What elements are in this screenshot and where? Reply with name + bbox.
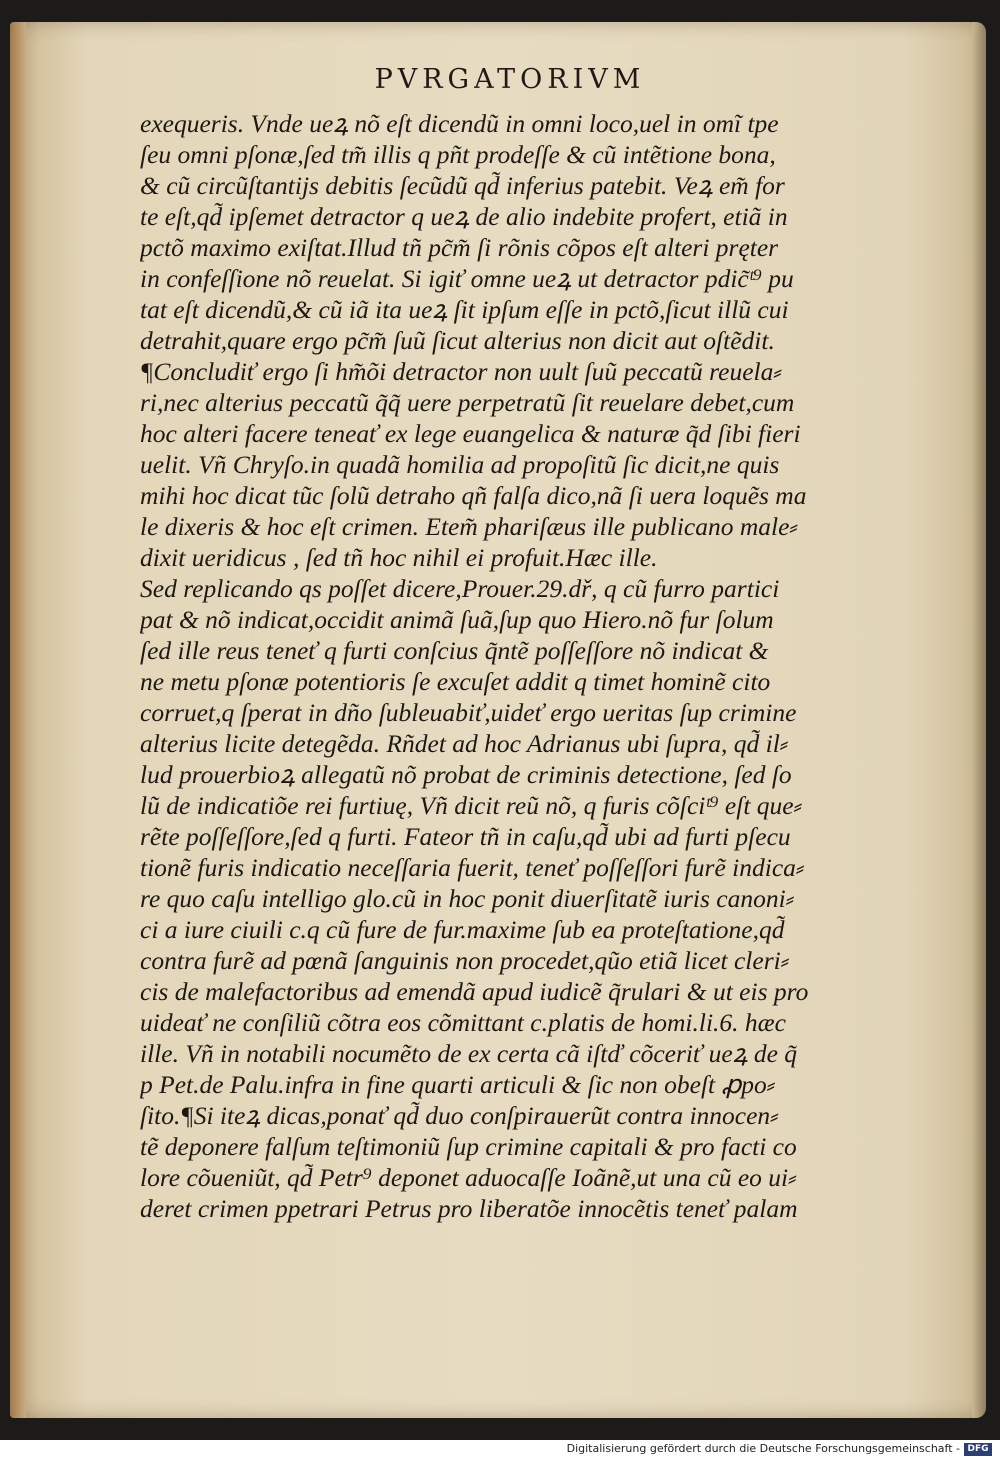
text-line: in confeſſione nõ reuelat. Si igiť omne ueꝝ ut detractor pdic̃ᵗ⁹ pu — [140, 264, 794, 293]
text-line: ſed ille reus teneť q furti conſcius q̃ntẽ poſſeſſore nõ indicat & — [140, 636, 769, 665]
text-line: lore cõueniũt, qd̃ Petr⁹ deponet aduocaſſe Ioãnẽ,ut una cũ eo ui⸗ — [140, 1163, 797, 1192]
page-left-edge — [10, 22, 26, 1418]
text-line: rẽte poſſeſſore,ſed q furti. Fateor tñ in caſu,qd̃ ubi ad furti pſecu — [140, 822, 791, 851]
text-line: ¶Concludiť ergo ſi hm̃õi detractor non uult ſuũ peccatũ reuela⸗ — [140, 357, 782, 386]
text-line: hoc alteri facere teneať ex lege euangelica & naturæ q̃d ſibi fieri — [140, 419, 801, 448]
text-line: dixit ueridicus , ſed tñ hoc nihil ei profuit.Hæc ille. — [140, 543, 658, 572]
text-line: ci a iure ciuili c.q cũ fure de fur.maxime ſub ea proteſtatione,qd̃ — [140, 915, 785, 944]
text-line: uideať ne conſiliũ cõtra eos cõmittant c.platis de homi.li.6. hæc — [140, 1008, 786, 1037]
text-line: pat & nõ indicat,occidit animã ſuã,ſup quo Hiero.nõ fur ſolum — [140, 605, 774, 634]
text-line: cis de malefactoribus ad emendã apud iudicẽ q̃rulari & ut eis pro — [140, 977, 809, 1006]
text-line: pctõ maximo exiſtat.Illud tñ pc̃m̃ ſi rõnis cõpos eſt alteri pręter — [140, 233, 779, 262]
text-line: te eſt,qd̃ ipſemet detractor q ueꝝ de alio indebite profert, etiã in — [140, 202, 788, 231]
text-line: detrahit,quare ergo pc̃m̃ ſuũ ſicut alterius non dicit aut oſtẽdit. — [140, 326, 775, 355]
text-line: ne metu pſonæ potentioris ſe excuſet addit q timet hominẽ cito — [140, 667, 771, 696]
text-line: tionẽ furis indicatio neceſſaria fuerit, teneť poſſeſſori furẽ indica⸗ — [140, 853, 805, 882]
text-line: lud prouerbioꝝ allegatũ nõ probat de criminis detectione, ſed ſo — [140, 760, 792, 789]
text-line: ri,nec alterius peccatũ q̃q̃ uere perpetratũ ſit reuelare debet,cum — [140, 388, 795, 417]
text-line: alterius licite detegẽda. Rñdet ad hoc Adrianus ubi ſupra, qd̃ il⸗ — [140, 729, 789, 758]
body-text — [140, 108, 920, 1224]
text-line: deret crimen ppetrari Petrus pro liberatõe innocẽtis teneť palam — [140, 1194, 798, 1223]
text-line: & cũ circũſtantijs debitis ſecũdũ qd̃ inferius patebit. Veꝝ em̃ for — [140, 171, 785, 200]
text-line: re quo caſu intelligo glo.cũ in hoc ponit diuerſitatẽ iuris canoni⸗ — [140, 884, 795, 913]
text-line: le dixeris & hoc eſt crimen. Etem̃ phariſæus ille publicano male⸗ — [140, 512, 798, 541]
page-right-edge — [972, 22, 986, 1418]
text-line: tẽ deponere falſum teſtimoniũ ſup crimine capitali & pro facti co — [140, 1132, 797, 1161]
footer-credit: Digitalisierung gefördert durch die Deutsche Forschungsgemeinschaft - — [566, 1442, 960, 1455]
text-line: Sed replicando qs poſſet dicere,Prouer.29.dř, q cũ furro partici — [140, 574, 780, 603]
text-line: corruet,q ſperat in dño ſubleuabiť,uideť ergo ueritas ſup crimine — [140, 698, 797, 727]
footer-bar — [0, 1440, 1000, 1460]
text-line: ille. Vñ in notabili nocumẽto de ex certa cã iſtď cõceriť ueꝝ de q̃ — [140, 1039, 798, 1068]
text-line: tat eſt dicendũ,& cũ iã ita ueꝝ ſit ipſum eſſe in pctõ,ſicut illũ cui — [140, 295, 789, 324]
text-line: p Pet.de Palu.infra in fine quarti articuli & ſic non obeſt ꝓpo⸗ — [140, 1070, 776, 1099]
text-line: ſeu omni pſonæ,ſed tm̃ illis q pñt prodeſſe & cũ intẽtione bona, — [140, 140, 776, 169]
text-line: mihi hoc dicat tũc ſolũ detraho qñ falſa dico,nã ſi uera loquẽs ma — [140, 481, 807, 510]
text-line: lũ de indicatiõe rei furtiuę, Vñ dicit reũ nõ, q furis cõſciᵗ⁹ eſt que⸗ — [140, 791, 803, 820]
dfg-logo-icon: DFG — [964, 1443, 992, 1456]
running-head: PVRGATORIVM — [374, 64, 646, 95]
text-line: contra furẽ ad pœnã ſanguinis non procedet,qũo etiã licet cleri⸗ — [140, 946, 790, 975]
text-line: uelit. Vñ Chryſo.in quadã homilia ad propoſitũ ſic dicit,ne quis — [140, 450, 780, 479]
text-line: exequeris. Vnde ueꝝ nõ eſt dicendũ in omni loco,uel in omĩ tpe — [140, 109, 779, 138]
text-line: ſito.¶Si iteꝝ dicas,ponať qd̃ duo conſpirauerũt contra innocen⸗ — [140, 1101, 779, 1130]
